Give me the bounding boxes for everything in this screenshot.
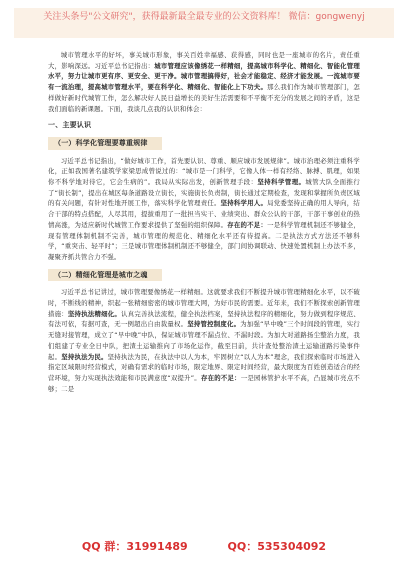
intro-text-a: 城市管理水平的好坏，事关城市形象，事关百姓幸福感、获得感，同时也是一座城市的名片，责任重大，影响深远。习近平总书记指出：	[48, 51, 360, 70]
subheading-2-wrap	[48, 269, 360, 282]
footer-contact	[0, 538, 408, 558]
sub1-bold-d: 坚持科学用人。	[220, 199, 268, 208]
article-body	[48, 50, 360, 398]
footer-qq-group: QQ 群：31991489	[81, 540, 188, 553]
banner-text: 关注头条号"公文研究"，获得最新最全最专业的公文资料库！ 微信：gongwenyj	[43, 12, 365, 22]
sub2-bold-b: 坚持执法精细化。	[67, 309, 122, 318]
subheading-2: （二）精细化管理是城市之魂	[48, 269, 162, 282]
sub2-text-e: 为加强“早中晚”三个时间段的管理，实行无缝对接管理，成立了“早中晚”中队，保证城市管理不漏点位、不漏时段。为加大对道路扬尘整治力度，我们组建了专业全日中队，把渣土运输推向了市场化运作，截至目前，共计查处整治渣土运输道路污染事件起。	[48, 320, 360, 361]
promo-banner	[14, 8, 394, 38]
sub2-text-a: 习近平总书记讲过，城市管理要像绣花一样精细。这就要求我们不断提升城市管理精细化水平，以不破时，不断线的精神，织起一张精细密密的城市管理大网，为好市民的需要。近年来，我们不断探索创新管理措施：	[48, 288, 360, 318]
sub1-bold-b: 坚持科学管理。	[257, 178, 306, 187]
sub1-text-g: 一是科学管理机制还不够健全，现有管理体制机制不完善，城市管理的规范化、精细化水平还有待提高。二是执法方式方法还不够科学，“重突击、轻平时”；三是城市管理体制机制还不够健全，部门间协调联动、快速处置机制上办法不多，凝聚齐抓共管合力不强。	[48, 220, 360, 261]
sub2-paragraph	[48, 287, 360, 394]
intro-paragraph	[48, 50, 360, 114]
sub1-text-e: 局党委坚持正确的用人导向，结合干部的特点搭配，人尽其用，提拔重用了一批担当实干、业绩突出、群众公认的干部，干部干事创业的热情高涨，为适应新时代城管工作要求提供了坚强的组织保障。	[48, 199, 360, 229]
sub2-bold-h: 存在的不足：	[200, 373, 241, 382]
subheading-1: （一）科学化管理要尊重规律	[48, 137, 162, 150]
sub1-paragraph	[48, 156, 360, 263]
sub2-text-c: 认真完善执法流程，健全执法档案，坚持执法程序的精细化，努力做到程序规范、有法可依，有据可查，无一例超出自由裁量权。	[48, 309, 360, 329]
section-heading: 一、主要认识	[48, 121, 92, 130]
sub1-bold-f: 存在的不足：	[227, 220, 268, 229]
sub2-text-i: 一是园林管护水平不高，凸显城市亮点不够；二是	[48, 373, 360, 393]
sub2-bold-f: 坚持执法为民。	[61, 352, 108, 361]
subheading-1-wrap	[48, 137, 360, 150]
intro-text-quote: 城市管理应该像绣花一样精细，提高城市科学化、精细化、智能化管理水平，努力让城市更有序、更安全、更干净。城市管理搞得好，社会才能稳定、经济才能发展。一流城市要有一流治理，提高城市管理水平，要在科学化、精细化、智能化上下功夫。	[48, 61, 360, 92]
footer-qq-number: QQ：535304092	[227, 540, 327, 553]
intro-text-c: 那么我们作为城市管理部门，怎样做好新时代城管工作，怎么解决好人民日益增长的美好生活需要和不平衡不充分的发展之间的矛盾，这是我们面临的新课题。下面，我谈几点我的认识和体会：	[48, 83, 360, 113]
sub1-text-a: 习近平总书记指出，“做好城市工作，首先要认识、尊重、顺应城市发展规律”。城市治理必须注重科学化，正如我国著名建筑学家梁思成曾说过的：“城市是一门科学，它像人体一样有经络、脉搏、肌理，如果你不科学地对待它，它会生病的”。我局从实际出发，创新管理手段：	[48, 156, 360, 187]
sub2-text-g: 坚持执法为民，在执法中以人为本，牢固树立“以人为本”理念，我们探索临时市场进入指定区域限时经营模式，对确有需求的临时市场，限定地界、限定时间经营，最大限度为百姓创造适合的经营环境，努力实现执法效能和市民满意度“双提升”。	[48, 352, 360, 382]
sub1-text-c: 城管大队全面推行了“街长制”，提出在城区每条道路设立街长，实施街长负责制，街长通过定期检查，发现和掌握所负责区域的有关问题，有针对性地开展工作，落实科学化管理责任。	[48, 178, 360, 208]
sub2-bold-d: 坚持管控制度化。	[187, 320, 241, 329]
